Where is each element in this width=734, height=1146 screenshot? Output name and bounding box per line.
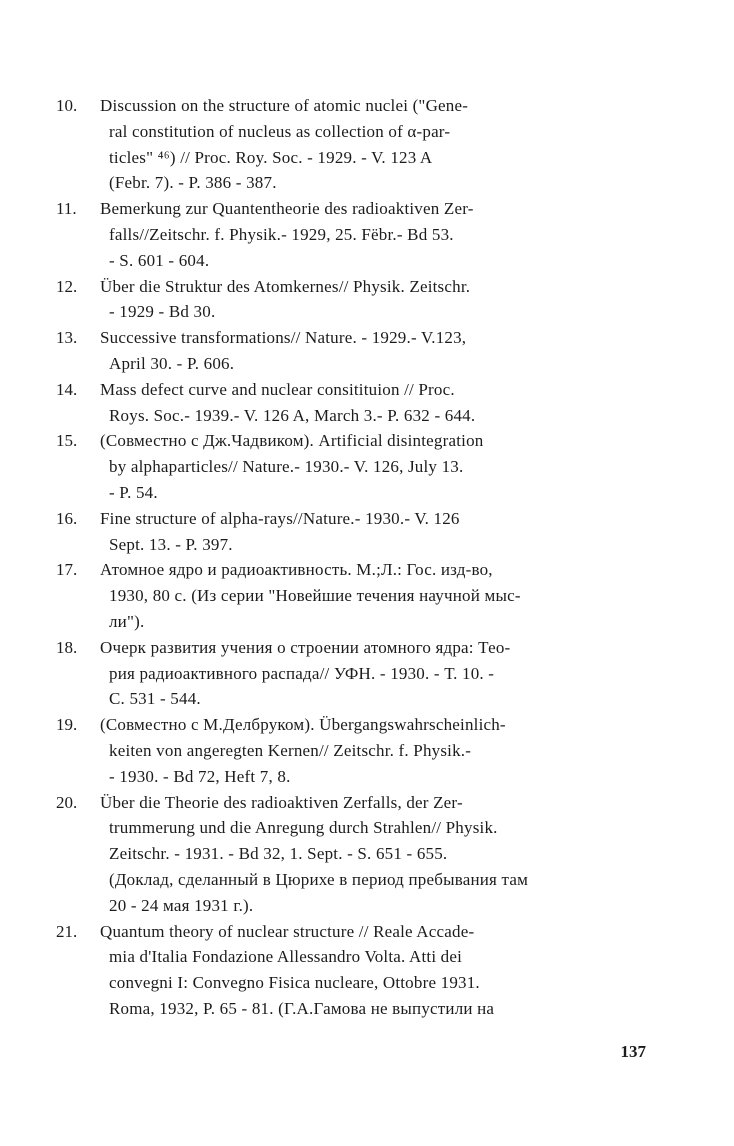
reference-line: convegni I: Convegno Fisica nucleare, Ottobre 1931.: [109, 973, 480, 993]
reference-text: [100, 712, 656, 789]
reference-line: falls//Zeitschr. f. Physik.- 1929, 25. Fëbr.- Bd 53.: [109, 224, 454, 244]
reference-text: [100, 377, 656, 429]
reference-text: [100, 635, 656, 712]
reference-number: 13.: [56, 328, 78, 348]
reference-line: - S. 601 - 604.: [109, 250, 210, 270]
reference-line: Successive transformations// Nature. - 1929.- V.123,: [100, 328, 467, 348]
reference-item-18: [56, 635, 656, 712]
reference-line: рия радиоактивного распада// УФН. - 1930. - Т. 10. -: [109, 663, 495, 683]
reference-text: [100, 325, 656, 377]
reference-line: Sept. 13. - P. 397.: [109, 534, 233, 554]
reference-item-12: [56, 274, 656, 326]
reference-number: 14.: [56, 379, 78, 399]
reference-item-11: [56, 196, 656, 273]
reference-item-10: [56, 93, 656, 196]
reference-line: ral constitution of nucleus as collection of α-par-: [109, 121, 451, 141]
reference-item-20: [56, 790, 656, 919]
reference-number: 10.: [56, 96, 78, 115]
reference-number: 19.: [56, 715, 78, 735]
reference-line: 1930, 80 с. (Из серии "Новейшие течения научной мыс-: [109, 586, 521, 606]
reference-line: - 1929 - Bd 30.: [109, 302, 216, 322]
reference-item-16: [56, 506, 656, 558]
reference-line: mia d'Italia Fondazione Allessandro Volta. Atti dei: [109, 947, 463, 967]
reference-text: [100, 919, 656, 1022]
reference-number: 15.: [56, 431, 78, 451]
reference-item-13: [56, 325, 656, 377]
reference-text: [100, 790, 656, 919]
reference-line: (Febr. 7). - P. 386 - 387.: [109, 173, 277, 193]
reference-item-19: [56, 712, 656, 789]
reference-line: С. 531 - 544.: [109, 689, 201, 709]
reference-item-14: [56, 377, 656, 429]
reference-text: [100, 196, 656, 273]
reference-text: [100, 428, 656, 505]
reference-line: by alphaparticles// Nature.- 1930.- V. 126, July 13.: [109, 457, 464, 477]
reference-line: 20 - 24 мая 1931 г.).: [109, 895, 254, 915]
reference-line: ticles" ⁴⁶) // Proc. Roy. Soc. - 1929. - V. 123 A: [109, 147, 433, 167]
reference-line: Zeitschr. - 1931. - Bd 32, 1. Sept. - S. 651 - 655.: [109, 844, 448, 864]
reference-text: [100, 557, 656, 634]
reference-line: (Совместно с Дж.Чадвиком). Artificial disintegration: [100, 431, 484, 451]
reference-number: 11.: [56, 199, 77, 219]
reference-text: [100, 93, 656, 196]
reference-line: (Совместно с М.Делбруком). Übergangswahrscheinlich-: [100, 715, 506, 735]
reference-line: Fine structure of alpha-rays//Nature.- 1930.- V. 126: [100, 508, 460, 528]
reference-line: keiten von angeregten Kernen// Zeitschr. f. Physik.-: [109, 740, 472, 760]
reference-line: Очерк развития учения о строении атомного ядра: Тео-: [100, 637, 511, 657]
reference-line: Bemerkung zur Quantentheorie des radioaktiven Zer-: [100, 199, 474, 219]
reference-line: Атомное ядро и радиоактивность. М.;Л.: Гос. изд-во,: [100, 560, 493, 580]
reference-list: [56, 93, 656, 1022]
reference-line: - P. 54.: [109, 482, 158, 502]
reference-line: trummerung und die Anregung durch Strahlen// Physik.: [109, 818, 498, 838]
reference-number: 16.: [56, 508, 78, 528]
reference-line: Roys. Soc.- 1939.- V. 126 A, March 3.- P. 632 - 644.: [109, 405, 476, 425]
reference-line: Discussion on the structure of atomic nuclei ("Gene-: [100, 96, 469, 115]
reference-item-15: [56, 428, 656, 505]
reference-line: Über die Struktur des Atomkernes// Physik. Zeitschr.: [100, 276, 471, 296]
reference-line: ли").: [109, 611, 145, 631]
reference-number: 20.: [56, 792, 78, 812]
reference-number: 18.: [56, 637, 78, 657]
reference-line: Mass defect curve and nuclear consitituion // Proc.: [100, 379, 455, 399]
reference-line: (Доклад, сделанный в Цюрихе в период пребывания там: [109, 869, 529, 889]
reference-number: 17.: [56, 560, 78, 580]
page-number: 137: [620, 1042, 646, 1061]
reference-line: Über die Theorie des radioaktiven Zerfalls, der Zer-: [100, 792, 463, 812]
reference-item-21: [56, 919, 656, 1022]
reference-number: 12.: [56, 276, 78, 296]
reference-line: Roma, 1932, P. 65 - 81. (Г.А.Гамова не выпустили на: [109, 998, 495, 1018]
reference-line: Quantum theory of nuclear structure // Reale Accade-: [100, 921, 475, 941]
reference-text: [100, 274, 656, 326]
reference-line: April 30. - P. 606.: [109, 353, 235, 373]
reference-line: - 1930. - Bd 72, Heft 7, 8.: [109, 766, 291, 786]
reference-number: 21.: [56, 921, 78, 941]
reference-text: [100, 506, 656, 558]
reference-item-17: [56, 557, 656, 634]
